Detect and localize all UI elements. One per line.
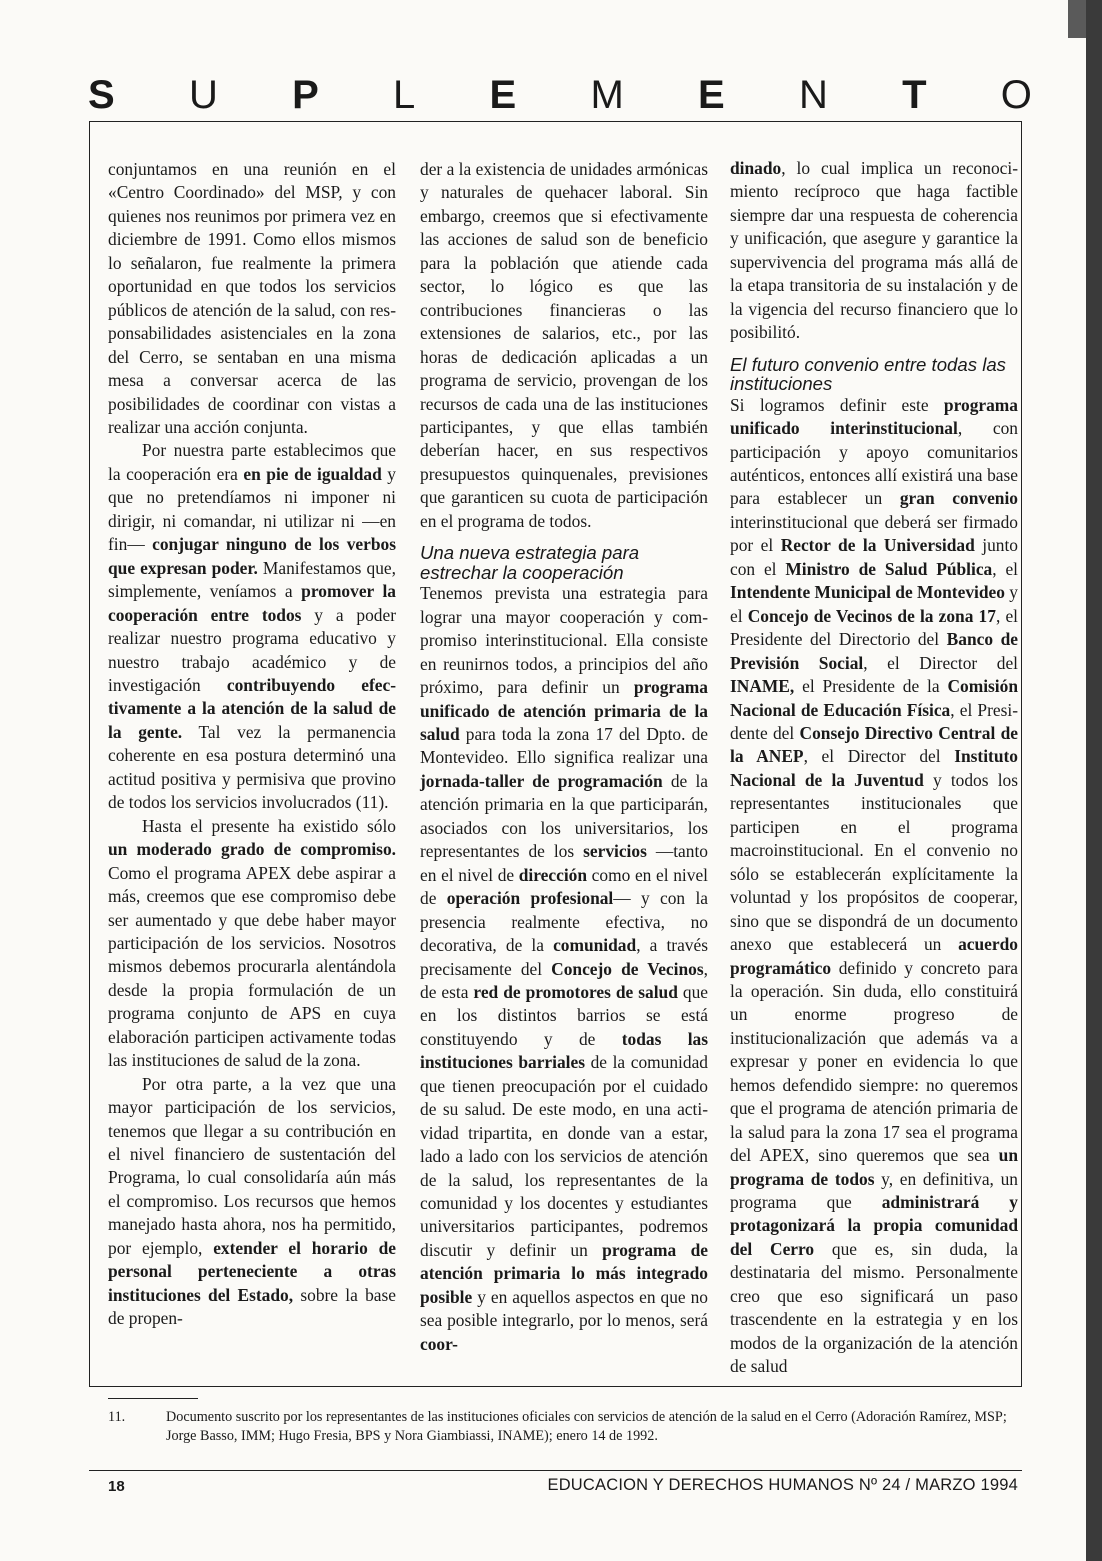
bold-run: Consejo Directivo Central de la ANEP <box>730 722 1018 767</box>
bold-run: coor- <box>420 1333 458 1354</box>
bold-run: INAME, <box>730 676 795 697</box>
text-run: , de esta <box>420 958 708 1002</box>
text-run: junto con el <box>730 535 1018 579</box>
text-run: — y con la presencia realmente efectiva, no decorativa, de la <box>420 888 709 956</box>
bold-run: conjugar ninguno de los verbos que expresan poder. <box>108 534 396 578</box>
text-run: sobre la base de propen- <box>108 1284 397 1329</box>
bold-run: Instituto Nacional de la Juventud <box>730 746 1018 790</box>
text-run: Como el programa APEX debe aspirar a más, creemos que ese compromiso debe ser aumentado y que debe haber mayor participación de los servicios. Nosotros mismos debemos procurarla alentándola desde la propia formulación de un programa conjunto de APS en cuya elaboración participen activamente todas las instituciones de salud de la zona. <box>108 862 396 1071</box>
bold-run: todas las instituciones barriales <box>420 1028 708 1073</box>
text-run: der a la existencia de unidades armónicas y naturales de quehacer laboral. Sin embargo, creemos que si efectivamente las acciones de salud son de beneficio para la población que atiende cada sector, lo lógico es que las contribuciones financieras o las extensiones de salarios, etc., por las horas de dedicación aplicadas a un programa de servicio, provengan de los recursos de cada una de las instituciones participantes, y que ellas también deberían hacer, en sus respectivos presupuestos quinquenales, previsiones que garanticen su cuota de participación en el programa de todos. <box>420 159 708 531</box>
bold-run: administrará y protagonizará la propia comunidad del Cerro <box>730 1192 1018 1259</box>
bold-run: Concejo de Vecinos de la zona 17 <box>747 605 996 626</box>
text-run: —tanto en el nivel de <box>420 841 708 885</box>
header-letter: M <box>590 73 624 117</box>
bold-run: Rector de la Universidad <box>780 535 975 556</box>
section-header <box>88 70 1032 120</box>
bold-run: dinado <box>730 158 782 178</box>
text-column-3 <box>730 157 1018 1379</box>
bold-run: un moderado grado de compromiso. <box>108 839 396 860</box>
header-letter: O <box>1000 73 1032 117</box>
text-run: definido y concreto para la operación. Sin duda, ello constituirá un enorme progreso de institucionalización que además va a expresar y poner en evidencia lo que hemos defendido siempre: no queremos que el programa de atención primaria de la salud para la zona 17 sea el programa del APEX, sino queremos que sea <box>730 957 1018 1166</box>
bold-run: servicios <box>583 841 647 862</box>
page-number: 18 <box>108 1478 125 1495</box>
text-run: , el <box>992 558 1018 579</box>
text-run: y que no pretendíamos ni imponer ni dirigir, ni comandar, ni utilizar ni —en fin— <box>108 463 396 555</box>
text-run: Tal vez la permanencia coherente en esa postura determinó una actitud positiva y permisiva que provino de todos los servicios involucrados (11). <box>108 721 396 813</box>
bold-run: dirección <box>518 864 588 885</box>
paragraph <box>730 157 1018 345</box>
text-run: y en aquellos aspectos en que no sea posible integrarlo, por lo menos, será <box>420 1286 708 1331</box>
section-heading: El futuro convenio entre todas las instituciones <box>730 353 1006 395</box>
text-run: y a poder realizar nuestro programa educativo y nuestro trabajo académico y de investigación <box>108 604 396 695</box>
text-run: para toda la zona 17 del Dpto. de Montevideo. Ello significa realizar una <box>420 723 708 768</box>
paragraph <box>108 1073 396 1331</box>
bold-run: operación profesional <box>446 888 614 909</box>
text-run: , el Director del <box>863 652 1018 673</box>
bold-run: gran convenio <box>899 488 1018 509</box>
text-run: Hasta el presente ha existido sólo <box>142 815 396 836</box>
bold-run: programa unificado de atención primaria de la salud <box>420 677 708 744</box>
text-run: Por nuestra parte establecimos que la cooperación era <box>108 440 396 484</box>
bold-run: red de promotores de salud <box>473 981 678 1002</box>
header-letter: P <box>292 73 319 117</box>
scan-edge-notch <box>1068 0 1086 38</box>
bold-run: Intendente Municipal de Montevideo <box>730 582 1005 603</box>
scan-edge <box>1086 0 1102 1561</box>
text-run: y el <box>730 582 1018 626</box>
text-run: , lo cual implica un reconocimiento recíproco que haga factible siempre dar una respuesta de coherencia y unificación, que asegure y garantice la supervivencia del programa más allá de la etapa transitoria de su instalación y de la vigencia del recurso financiero que lo posibilitó. <box>730 158 1018 343</box>
footer-rule <box>89 1470 1022 1471</box>
footnote-text: Documento suscrito por los representantes de las instituciones oficiales con servicios de atención de la salud en el Cerro (Adoración Ramírez, MSP; Jorge Basso, IMM; Hugo Fresia, BPS y Nora Giambiassi, INAME); enero 14 de 1992. <box>166 1409 1007 1444</box>
header-letter: U <box>188 73 218 117</box>
bold-run: jornada-taller de programación <box>420 770 663 791</box>
bold-run: un programa de todos <box>730 1145 1018 1189</box>
bold-run: promover la cooperación entre todos <box>108 581 396 625</box>
bold-run: extender el horario de personal perteneciente a otras instituciones del Estado, <box>108 1237 396 1305</box>
bold-run: Banco de Previsión Social <box>730 629 1018 673</box>
paragraph <box>108 158 396 439</box>
footnote-rule <box>108 1398 198 1399</box>
text-run: , el Presidente del <box>730 699 1018 743</box>
text-column-1 <box>108 158 396 1331</box>
text-run: Si logramos definir este <box>730 394 944 415</box>
bold-run: acuerdo programático <box>730 934 1018 978</box>
bold-run: programa unificado interinstitucional <box>730 394 1018 439</box>
text-run: , a través precisamente del <box>420 935 708 979</box>
text-run: Manifestamos que, simplemente, veníamos a <box>108 557 396 602</box>
bold-run: Concejo de Vecinos <box>551 958 704 979</box>
header-letter: S <box>88 73 115 117</box>
text-run: Por otra parte, a la vez que una mayor participación de los servicios, tenemos que llegar a su contribución en el nivel financiero de sustentación del Programa, lo cual consolidaría aún más el compromiso. Los recursos que hemos manejado hasta ahora, nos ha permitido, por ejemplo, <box>108 1073 396 1258</box>
section-heading: Una nueva estrategia para estrechar la cooperación <box>420 542 640 583</box>
paragraph <box>420 582 708 1356</box>
paragraph <box>730 394 1018 1379</box>
text-run: que en los distintos barrios se está constituyendo y de <box>420 981 708 1049</box>
text-run: que es, sin duda, la destinataria del mismo. Personalmente creo que eso significará un paso trascendente en la estrategia y en los modos de la organización de la atención de salud <box>730 1238 1018 1377</box>
text-run: como en el nivel de <box>420 864 709 909</box>
text-run: Tenemos prevista una estrategia para lograr una mayor cooperación y compromiso interinstitucional. Ella consiste en reunirnos todos, a principios del año próximo, para definir un <box>420 583 708 698</box>
bold-run: contribuyendo efectivamente a la atención de la salud de la gente. <box>108 674 396 742</box>
paragraph <box>420 158 708 533</box>
text-run: interinstitucional que deberá ser firmado por el <box>730 511 1018 556</box>
header-letter: L <box>393 73 416 117</box>
header-letter: T <box>902 73 927 117</box>
paragraph <box>108 815 396 1073</box>
header-letter: E <box>698 73 725 117</box>
header-letter: E <box>489 73 517 117</box>
bold-run: programa de atención primaria lo más integrado posible <box>420 1239 708 1307</box>
text-run: y todos los representantes institucionales que participen en el programa macroinstitucional. En el convenio no sólo se establecerán explícitamente la voluntad y los propósitos de cooperar, sino que se dispondrá de un documento anexo que establecerá un <box>730 769 1018 955</box>
bold-run: en pie de igualdad <box>243 463 382 484</box>
text-run: y, en definitiva, un programa que <box>730 1168 1018 1213</box>
text-run: conjuntamos en una reunión en el «Centro Coordinado» del MSP, y con quienes nos reunimos por primera vez en diciembre de 1991. Como ellos mismos lo señalaron, fue realmente la primera oportunidad en que todos los servicios públicos de atención de la salud, con responsabilidades asistenciales en la zona del Cerro, se sentaban en una misma mesa a conversar acerca de las posibilidades de coordinar con vistas a realizar una acción conjunta. <box>108 159 396 437</box>
bold-run: comunidad <box>553 935 637 956</box>
journal-credit: EDUCACION Y DERECHOS HUMANOS Nº 24 / MARZO 1994 <box>547 1476 1018 1494</box>
header-letter: N <box>798 73 828 117</box>
text-column-2 <box>420 158 708 1356</box>
text-run: , con participación y apoyo comunitarios auténticos, entonces allí existirá una base para establecer un <box>730 418 1018 509</box>
text-run: el Presidente de la <box>794 676 948 697</box>
text-run: de la comunidad que tienen preocupación por el cuidado de su salud. De este modo, en una actividad tripartita, en donde van a estar, lado a lado con los servicios de atención de la salud, los representantes de la comunidad y los docentes y estudiantes universitarios participantes, podremos discutir y definir un <box>420 1052 708 1260</box>
bold-run: Comisión Nacional de Educación Física <box>730 676 1018 720</box>
bold-run: Ministro de Salud Pública <box>785 558 993 579</box>
paragraph <box>108 439 396 814</box>
text-run: , el Director del <box>803 746 955 767</box>
text-run: , el Presidente del Directorio del <box>730 605 1018 650</box>
footnote-number: 11. <box>108 1409 126 1425</box>
text-run: de la atención primaria en la que participarán, asociados con los universitarios, los representantes de los <box>420 770 708 862</box>
